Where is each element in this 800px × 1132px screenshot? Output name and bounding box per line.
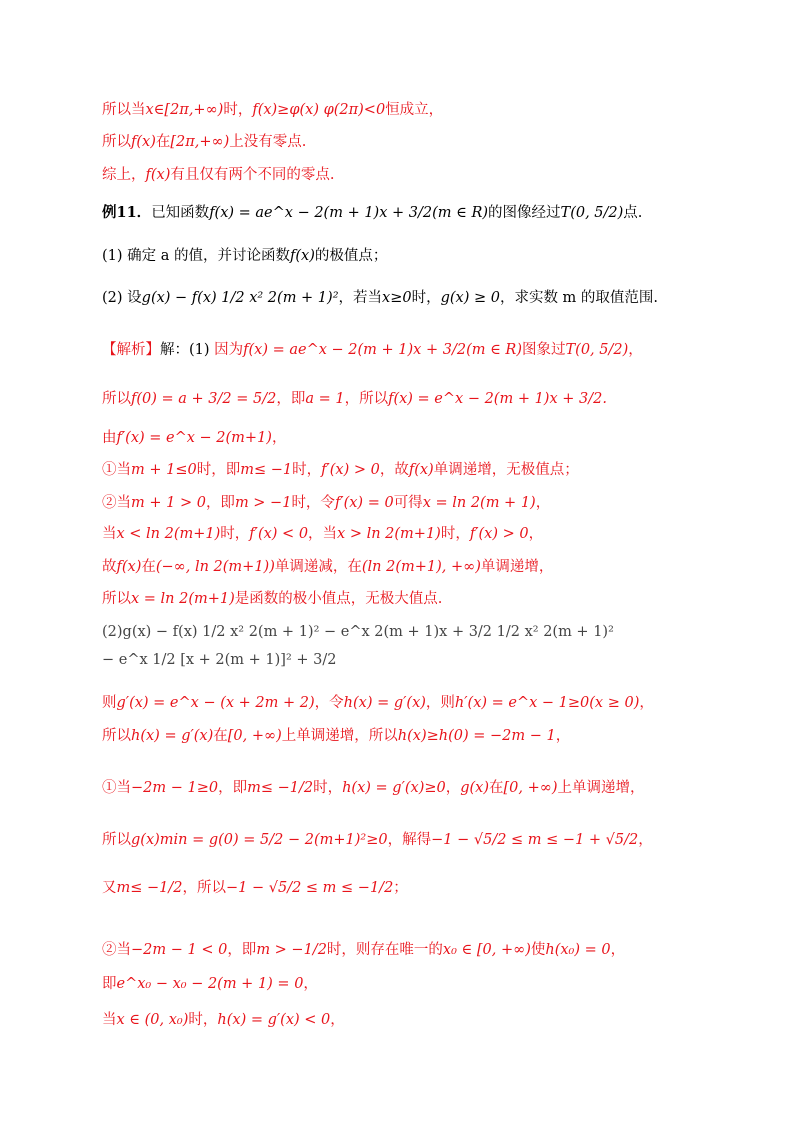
math-expression: x = ln 2(m+1) bbox=[131, 591, 235, 607]
text-segment: 时， bbox=[223, 102, 253, 118]
text-line bbox=[102, 524, 543, 544]
math-expression: h(x) = g′(x)≥0 bbox=[342, 780, 446, 796]
text-segment: 时，即 bbox=[196, 462, 241, 478]
text-segment: 单调递减，在 bbox=[274, 559, 362, 575]
math-expression: x ∈ (0, x₀) bbox=[116, 1012, 189, 1028]
math-expression: h(x) = g′(x) < 0 bbox=[217, 1012, 331, 1028]
text-segment: ，即 bbox=[218, 780, 248, 796]
text-segment: ，令 bbox=[314, 695, 344, 711]
text-segment: (2)g(x) − f(x) 1/2 x² 2(m + 1)² − e^x 2(m + 1)x + 3/2 1/2 x² 2(m + 1)² bbox=[102, 624, 614, 640]
math-expression: f(0) = a + 3/2 = 5/2 bbox=[131, 391, 277, 407]
text-line bbox=[102, 974, 318, 994]
text-segment: ②当 bbox=[102, 942, 131, 958]
text-segment: 时， bbox=[292, 462, 322, 478]
text-segment: 由 bbox=[102, 430, 117, 446]
text-segment: ，所以 bbox=[344, 391, 389, 407]
text-segment: 因为 bbox=[214, 342, 244, 358]
text-segment: 所以 bbox=[102, 728, 131, 744]
text-segment: 图象过 bbox=[522, 342, 566, 358]
math-expression: [0, +∞) bbox=[503, 780, 558, 796]
text-segment: 使 bbox=[530, 942, 546, 958]
math-expression: m + 1 > 0 bbox=[131, 495, 206, 511]
text-segment: 当 bbox=[102, 1012, 117, 1028]
math-expression: (−∞, ln 2(m+1)) bbox=[155, 559, 275, 575]
text-segment: 上单调递增，所以 bbox=[281, 728, 398, 744]
text-segment: 在 bbox=[141, 559, 156, 575]
math-expression: g(x)min = g(0) = 5/2 − 2(m+1)²≥0 bbox=[131, 832, 388, 848]
text-segment: 所以 bbox=[102, 591, 131, 607]
text-segment: − e^x 1/2 [x + 2(m + 1)]² + 3/2 bbox=[102, 652, 337, 668]
text-segment: 综上， bbox=[102, 167, 146, 183]
math-expression: h(x) = g′(x) bbox=[131, 728, 214, 744]
text-segment: ， bbox=[535, 495, 551, 511]
text-segment: 时，则存在唯一的 bbox=[326, 942, 443, 958]
math-expression: f(x) bbox=[145, 167, 171, 183]
text-line bbox=[102, 589, 442, 609]
text-segment: ②当 bbox=[102, 495, 131, 511]
text-segment: ，解得 bbox=[387, 832, 432, 848]
text-segment: ， bbox=[330, 1012, 345, 1028]
math-expression: g′(x) = e^x − (x + 2m + 2) bbox=[116, 695, 315, 711]
text-segment: ①当 bbox=[102, 780, 131, 796]
text-segment: 解：(1) bbox=[160, 342, 215, 358]
text-line bbox=[102, 165, 334, 185]
text-line bbox=[102, 428, 286, 448]
text-segment: 所以 bbox=[102, 832, 131, 848]
text-segment: ， bbox=[639, 695, 654, 711]
math-expression: f(x) bbox=[116, 559, 142, 575]
math-expression: x > ln 2(m+1) bbox=[337, 526, 441, 542]
math-expression: h(x)≥h(0) = −2m − 1 bbox=[397, 728, 556, 744]
text-segment: 点. bbox=[623, 205, 643, 221]
math-expression: f′(x) = 0 bbox=[334, 495, 394, 511]
text-segment: 的图像经过 bbox=[488, 205, 561, 221]
text-segment: 时， bbox=[411, 290, 441, 306]
text-line bbox=[102, 830, 653, 850]
text-line bbox=[102, 493, 550, 513]
math-expression: h(x₀) = 0 bbox=[545, 942, 611, 958]
text-line bbox=[102, 778, 645, 798]
text-segment: 即 bbox=[102, 976, 117, 992]
math-expression: x = ln 2(m + 1) bbox=[422, 495, 536, 511]
math-expression: T(0, 5/2) bbox=[560, 205, 624, 221]
text-segment: ①当 bbox=[102, 462, 131, 478]
text-line bbox=[102, 389, 607, 409]
text-segment: 时， bbox=[188, 1012, 218, 1028]
text-segment: 恒成立， bbox=[385, 102, 444, 118]
text-segment: ， bbox=[303, 976, 318, 992]
text-segment: 在 bbox=[155, 134, 171, 150]
text-segment: ， bbox=[638, 832, 653, 848]
text-line bbox=[102, 340, 643, 360]
text-segment: 例11． bbox=[102, 204, 152, 221]
text-segment: 时，令 bbox=[291, 495, 335, 511]
text-segment: 时， bbox=[440, 526, 470, 542]
text-segment: ； bbox=[393, 880, 408, 896]
text-segment: ，求实数 m 的取值范围. bbox=[499, 290, 659, 306]
text-line bbox=[102, 557, 553, 577]
math-expression: −2m − 1≥0 bbox=[131, 780, 219, 796]
text-segment: 在 bbox=[213, 728, 228, 744]
math-expression: h(x) = g′(x) bbox=[343, 695, 426, 711]
math-expression: f(x) bbox=[408, 462, 434, 478]
text-segment: 所以当 bbox=[102, 102, 146, 118]
math-expression: f(x)≥φ(x) φ(2π)<0 bbox=[252, 102, 386, 118]
math-expression: g(x) − f(x) 1/2 x² 2(m + 1)² bbox=[141, 290, 339, 306]
text-segment: (1) 确定 a 的值，并讨论函数 bbox=[102, 248, 291, 264]
math-expression: m≤ −1 bbox=[240, 462, 293, 478]
text-segment: 所以 bbox=[102, 134, 131, 150]
text-segment: 【解析】 bbox=[102, 342, 160, 358]
text-segment: ， bbox=[445, 780, 461, 796]
text-segment: ，即 bbox=[205, 495, 235, 511]
math-expression: e^x₀ − x₀ − 2(m + 1) = 0 bbox=[116, 976, 304, 992]
math-expression: x≥0 bbox=[382, 290, 412, 306]
text-segment: ，故 bbox=[379, 462, 409, 478]
math-expression: T(0, 5/2) bbox=[565, 342, 629, 358]
math-expression: m≤ −1/2 bbox=[116, 880, 183, 896]
text-segment: 时， bbox=[220, 526, 250, 542]
math-expression: h′(x) = e^x − 1≥0(x ≥ 0) bbox=[454, 695, 640, 711]
text-line bbox=[102, 693, 654, 713]
text-segment: 则 bbox=[102, 695, 117, 711]
math-expression: (ln 2(m+1), +∞) bbox=[361, 559, 481, 575]
math-expression: m > −1/2 bbox=[256, 942, 327, 958]
math-expression: −1 − √5/2 ≤ m ≤ −1/2 bbox=[226, 880, 394, 896]
math-expression: [0, +∞) bbox=[227, 728, 282, 744]
text-segment: 上没有零点. bbox=[229, 134, 307, 150]
text-line bbox=[102, 100, 443, 120]
math-expression: [2π,+∞) bbox=[170, 134, 230, 150]
text-segment: ， bbox=[610, 942, 626, 958]
text-segment: 是函数的极小值点，无极大值点. bbox=[234, 591, 443, 607]
text-segment: ，即 bbox=[276, 391, 306, 407]
text-segment: 可得 bbox=[393, 495, 423, 511]
text-line bbox=[102, 288, 658, 308]
math-expression: m + 1≤0 bbox=[131, 462, 197, 478]
text-line bbox=[102, 650, 336, 670]
math-expression: f′(x) > 0 bbox=[321, 462, 380, 478]
math-expression: f(x) bbox=[290, 248, 315, 264]
text-segment: ， bbox=[628, 342, 643, 358]
text-line bbox=[102, 246, 387, 266]
math-expression: f(x) bbox=[131, 134, 156, 150]
text-segment: ，则 bbox=[425, 695, 455, 711]
math-expression: −2m − 1 < 0 bbox=[131, 942, 228, 958]
text-segment: ， bbox=[271, 430, 287, 446]
text-line bbox=[102, 1010, 345, 1030]
text-segment: ，即 bbox=[227, 942, 257, 958]
text-segment: 当 bbox=[102, 526, 117, 542]
text-segment: 单调递增，无极值点； bbox=[433, 462, 579, 478]
text-segment: ， bbox=[555, 728, 571, 744]
math-expression: x₀ ∈ [0, +∞) bbox=[442, 942, 531, 958]
math-expression: f(x) = ae^x − 2(m + 1)x + 3/2(m ∈ R) bbox=[209, 205, 489, 221]
text-line bbox=[102, 460, 579, 480]
text-segment: ，若当 bbox=[338, 290, 383, 306]
text-segment: 已知函数 bbox=[151, 205, 210, 221]
text-line bbox=[102, 132, 306, 152]
text-segment: ，当 bbox=[308, 526, 338, 542]
text-segment: 单调递增， bbox=[480, 559, 554, 575]
text-segment: 上单调递增， bbox=[557, 780, 645, 796]
text-segment: 的极值点； bbox=[314, 248, 388, 264]
math-expression: m > −1 bbox=[234, 495, 292, 511]
math-expression: f(x) = ae^x − 2(m + 1)x + 3/2(m ∈ R) bbox=[243, 342, 522, 358]
text-segment: ， bbox=[528, 526, 544, 542]
text-line bbox=[102, 203, 642, 223]
text-segment: 时， bbox=[313, 780, 343, 796]
math-expression: x < ln 2(m+1) bbox=[116, 526, 221, 542]
math-expression: a = 1 bbox=[305, 391, 345, 407]
text-segment: 故 bbox=[102, 559, 117, 575]
math-expression: f′(x) > 0 bbox=[469, 526, 529, 542]
math-expression: g(x) ≥ 0 bbox=[440, 290, 500, 306]
math-expression: g(x) bbox=[460, 780, 490, 796]
text-line bbox=[102, 726, 570, 746]
math-expression: −1 − √5/2 ≤ m ≤ −1 + √5/2 bbox=[431, 832, 639, 848]
text-segment: (2) 设 bbox=[102, 290, 142, 306]
math-expression: f′(x) < 0 bbox=[249, 526, 309, 542]
text-segment: 又 bbox=[102, 880, 117, 896]
math-expression: m≤ −1/2 bbox=[247, 780, 314, 796]
math-expression: f′(x) = e^x − 2(m+1) bbox=[116, 430, 272, 446]
math-expression: x∈[2π,+∞) bbox=[145, 102, 224, 118]
text-line bbox=[102, 878, 408, 898]
text-segment: 所以 bbox=[102, 391, 131, 407]
text-segment: ，所以 bbox=[182, 880, 226, 896]
text-segment: 有且仅有两个不同的零点. bbox=[170, 167, 335, 183]
text-segment: 在 bbox=[489, 780, 504, 796]
text-line bbox=[102, 940, 625, 960]
math-expression: f(x) = e^x − 2(m + 1)x + 3/2. bbox=[388, 391, 607, 407]
text-line bbox=[102, 622, 614, 642]
